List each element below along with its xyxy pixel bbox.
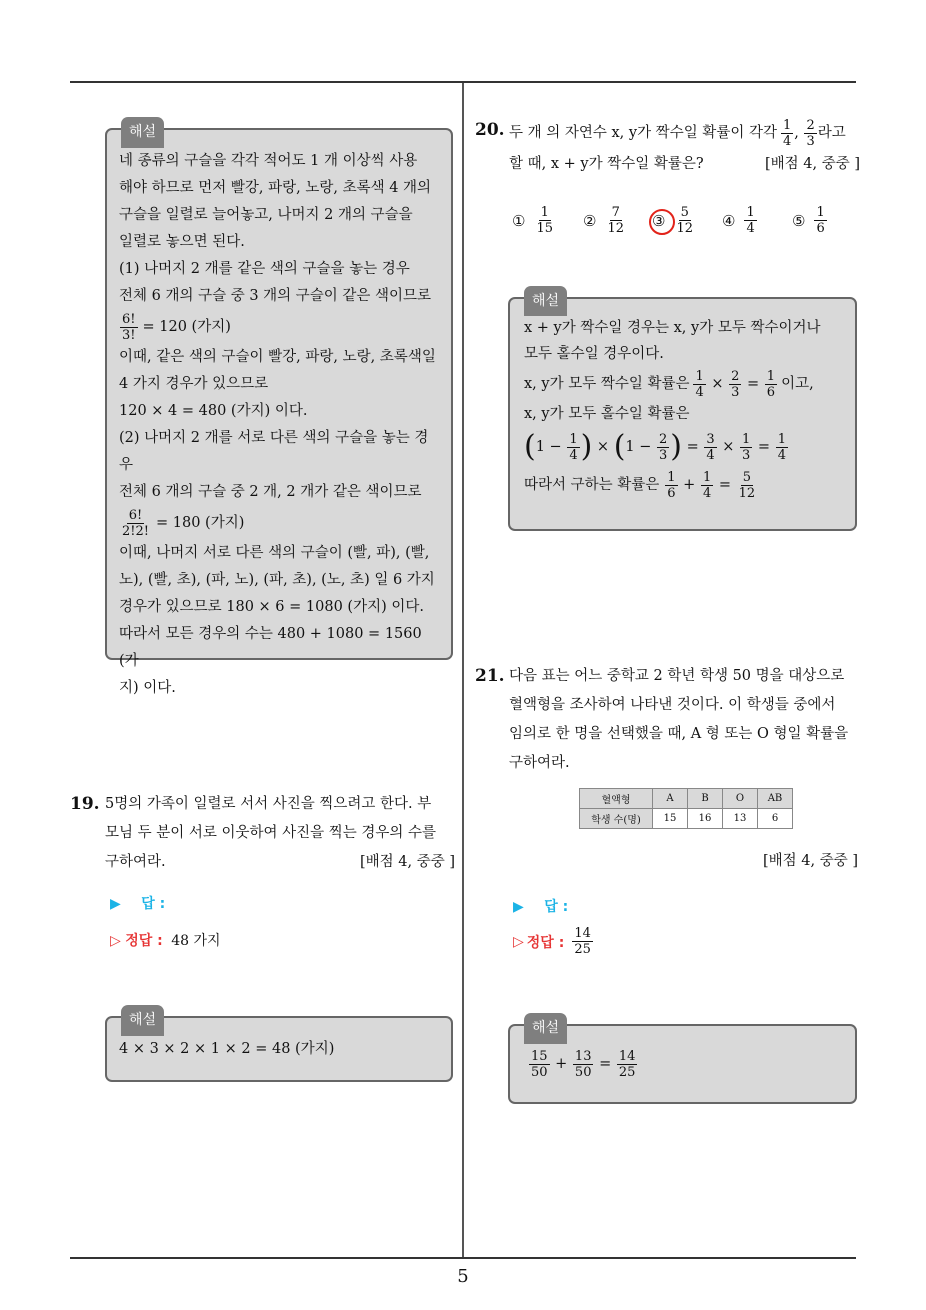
column-divider bbox=[462, 83, 464, 1257]
question-21 bbox=[475, 662, 860, 778]
solution-line: x + y가 짝수일 경우는 x, y가 모두 짝수이거나 bbox=[524, 320, 821, 336]
solution-line: (2) 나머지 2 개를 서로 다른 색의 구슬을 놓는 경우 bbox=[119, 430, 429, 473]
table-cell: 6 bbox=[758, 809, 793, 829]
solution-fraction-line: $\frac{6!}{3!}$ = 120 (가지) bbox=[122, 311, 231, 343]
solution-line: 이때, 나머지 서로 다른 색의 구슬이 (빨, 파), (빨, bbox=[119, 545, 430, 561]
fraction: $\frac{1}{4}$ bbox=[782, 117, 792, 149]
table-cell: 13 bbox=[723, 809, 758, 829]
page-number: 5 bbox=[457, 1266, 469, 1287]
blood-type-table bbox=[579, 788, 793, 829]
selected-circle-icon bbox=[649, 209, 675, 235]
score-label: [배점 4, 중중 ] bbox=[762, 853, 858, 869]
solution-line: 해야 하므로 먼저 빨강, 파랑, 노랑, 초록색 4 개의 bbox=[119, 180, 432, 196]
question-line: 혈액형을 조사하여 나타낸 것이다. 이 학생들 중에서 bbox=[509, 697, 836, 713]
solution-fraction-line: 따라서 구하는 확률은 $\frac{1}{6}$ + $\frac{1}{4}$ = $\frac{5}{12}$ bbox=[524, 469, 756, 501]
score-label: [배점 4, 중중 ] bbox=[359, 854, 455, 870]
play-icon: ▶ bbox=[513, 899, 524, 915]
table-header-cell: 혈액형 bbox=[580, 789, 653, 809]
solution-fraction-line: x, y가 모두 짝수일 확률은 $\frac{1}{4}$ × $\frac{2}{3}$ = $\frac{1}{6}$ 이고, bbox=[524, 368, 814, 400]
question-line: 두 개 의 자연수 x, y가 짝수일 확률이 각각 bbox=[509, 124, 777, 141]
correct-label: 정답 : bbox=[125, 933, 163, 949]
answer-label: 답 : bbox=[141, 896, 166, 912]
question-line: 구하여라. bbox=[105, 854, 166, 870]
play-icon: ▶ bbox=[110, 896, 121, 912]
table-header-cell: A bbox=[653, 789, 688, 809]
solution-line: 네 종류의 구슬을 각각 적어도 1 개 이상씩 사용 bbox=[119, 153, 418, 169]
correct-row-q21 bbox=[513, 926, 594, 957]
solution-line: 모두 홀수일 경우이다. bbox=[524, 346, 664, 362]
fraction: $\frac{5}{12}$ bbox=[676, 205, 693, 236]
table-cell: 16 bbox=[688, 809, 723, 829]
solution-line: (1) 나머지 2 개를 같은 색의 구슬을 놓는 경우 bbox=[119, 261, 410, 277]
solution-line: 이때, 같은 색의 구슬이 빨강, 파랑, 노랑, 초록색일 bbox=[119, 349, 436, 365]
table-header-cell: AB bbox=[758, 789, 793, 809]
solution-line: 지) 이다. bbox=[119, 680, 176, 696]
table-header-cell: O bbox=[723, 789, 758, 809]
answer-row-q19 bbox=[110, 893, 165, 913]
solution-line: 일렬로 놓으면 된다. bbox=[119, 234, 245, 250]
choice-3[interactable]: ③ $\frac{5}{12}$ bbox=[652, 205, 696, 236]
solution-box-q21 bbox=[508, 1020, 857, 1104]
answer-label: 답 : bbox=[544, 899, 569, 915]
choice-5[interactable]: ⑤ $\frac{1}{6}$ bbox=[792, 205, 825, 236]
fraction: $\frac{6!}{3!}$ bbox=[122, 311, 136, 343]
solution-line: 구슬을 일렬로 늘어놓고, 나머지 2 개의 구슬을 bbox=[119, 207, 413, 223]
choice-1[interactable]: ① $\frac{1}{15}$ bbox=[512, 205, 553, 236]
solution-line: 4 × 3 × 2 × 1 × 2 = 48 (가지) bbox=[119, 1041, 335, 1057]
bottom-rule bbox=[70, 1257, 856, 1259]
answer-row-q21 bbox=[513, 896, 568, 916]
solution-box-q18 bbox=[105, 124, 453, 696]
question-line: 구하여라. bbox=[509, 755, 570, 771]
choice-2[interactable]: ② $\frac{7}{12}$ bbox=[583, 205, 624, 236]
fraction: $\frac{7}{12}$ bbox=[607, 205, 624, 236]
table-cell: 학생 수(명) bbox=[580, 809, 653, 829]
play-outline-icon: ▷ bbox=[110, 933, 121, 949]
question-line: 할 때, x + y가 짝수일 확률은? bbox=[509, 156, 704, 172]
solution-fraction-line: ( 1 − $\frac{1}{4}$ ) × ( 1 − $\frac{2}{3}$ ) = $\frac{3}{4}$ × $\frac{1}{3}$ = $\frac{1}{4}$ bbox=[524, 429, 786, 464]
solution-line: x, y가 모두 홀수일 확률은 bbox=[524, 406, 690, 422]
solution-fraction-line: $\frac{15}{50}$ + $\frac{13}{50}$ = $\frac{14}{25}$ bbox=[531, 1048, 636, 1080]
fraction: $\frac{1}{4}$ bbox=[746, 205, 755, 236]
table-header-cell: B bbox=[688, 789, 723, 809]
table-cell: 15 bbox=[653, 809, 688, 829]
solution-tag: 해설 bbox=[121, 1005, 164, 1036]
solution-tag: 해설 bbox=[524, 1013, 567, 1044]
fraction: $\frac{1}{15}$ bbox=[536, 205, 553, 236]
correct-value: 48 가지 bbox=[171, 933, 221, 949]
fraction: $\frac{6!}{2!2!}$ bbox=[122, 507, 149, 539]
solution-fraction-line: $\frac{6!}{2!2!}$ = 180 (가지) bbox=[122, 507, 245, 539]
table-header-row bbox=[580, 789, 793, 809]
solution-line: 120 × 4 = 480 (가지) 이다. bbox=[119, 403, 308, 419]
question-19 bbox=[70, 790, 455, 877]
question-line: 다음 표는 어느 중학교 2 학년 학생 50 명을 대상으로 bbox=[509, 668, 845, 684]
question-line: 임의로 한 명을 선택했을 때, A 형 또는 O 형일 확률을 bbox=[509, 726, 849, 742]
correct-label: 정답 : bbox=[526, 934, 565, 951]
solution-box-q20 bbox=[508, 293, 857, 531]
solution-line: 경우가 있으므로 180 × 6 = 1080 (가지) 이다. bbox=[119, 599, 424, 615]
play-outline-icon: ▷ bbox=[513, 933, 524, 950]
question-number: 21. bbox=[475, 666, 505, 686]
solution-box-q19 bbox=[105, 1012, 453, 1082]
solution-line: 전체 6 개의 구슬 중 2 개, 2 개가 같은 색이므로 bbox=[119, 484, 422, 500]
correct-row-q19 bbox=[110, 930, 221, 950]
solution-tag: 해설 bbox=[121, 117, 164, 148]
solution-line: 따라서 모든 경우의 수는 480 + 1080 = 1560 (가 bbox=[119, 626, 422, 669]
table-row bbox=[580, 809, 793, 829]
question-20: 20. 두 개 의 자연수 x, y가 짝수일 확률이 각각 $\frac{1}{4}$ , $\frac{2}{3}$ 라고 할 때, x + y가 짝수일 확률은? [배점 4, 중중 ] bbox=[475, 116, 860, 179]
solution-line: 전체 6 개의 구슬 중 3 개의 구슬이 같은 색이므로 bbox=[119, 288, 432, 304]
question-line: 모님 두 분이 서로 이웃하여 사진을 찍는 경우의 수를 bbox=[105, 825, 437, 841]
fraction: $\frac{1}{6}$ bbox=[816, 205, 825, 236]
correct-fraction: $\frac{14}{25}$ bbox=[574, 926, 591, 957]
question-number: 20. bbox=[475, 120, 505, 140]
choice-4[interactable]: ④ $\frac{1}{4}$ bbox=[722, 205, 755, 236]
solution-line: 4 가지 경우가 있으므로 bbox=[119, 376, 269, 392]
fraction: $\frac{2}{3}$ bbox=[806, 117, 815, 149]
solution-tag: 해설 bbox=[524, 286, 567, 316]
question-line: 5명의 가족이 일렬로 서서 사진을 찍으려고 한다. 부 bbox=[105, 796, 432, 812]
score-label: [배점 4, 중중 ] bbox=[764, 156, 860, 172]
solution-line: 노), (빨, 초), (파, 노), (파, 초), (노, 초) 일 6 가지 bbox=[119, 572, 435, 588]
question-number: 19. bbox=[70, 794, 100, 814]
